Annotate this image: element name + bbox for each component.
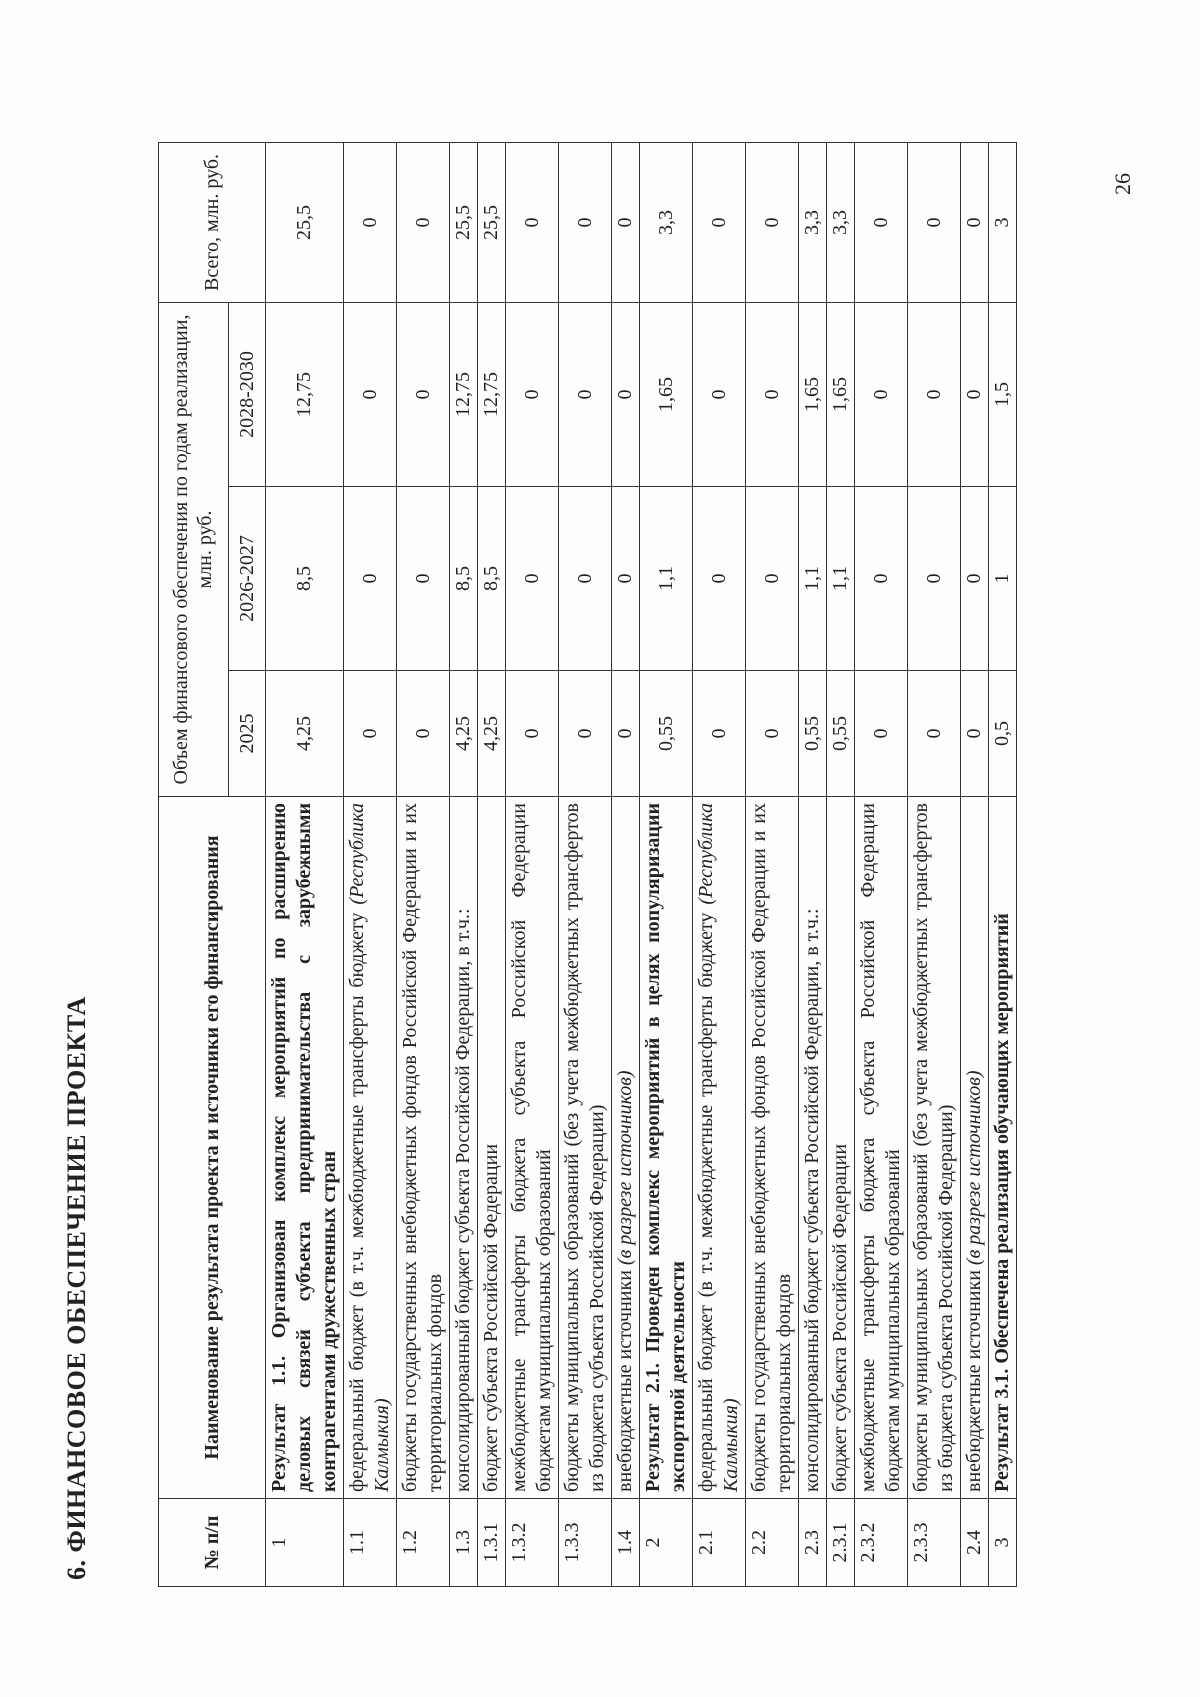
row-value-v2026: 0 <box>908 487 961 671</box>
table-row <box>855 142 908 1586</box>
row-name <box>397 797 450 1499</box>
row-name <box>266 797 344 1499</box>
row-value-v2026: 8,5 <box>450 487 478 671</box>
row-number: 2.3.2 <box>855 1499 908 1587</box>
row-value-total: 0 <box>612 142 640 302</box>
table-row <box>478 142 506 1586</box>
row-name-text: федеральный бюджет (в т.ч. межбюджетные трансферты бюджету <box>695 912 717 1492</box>
row-number: 2.1 <box>693 1499 746 1587</box>
row-number: 1.3.2 <box>506 1499 559 1587</box>
row-value-v2028: 0 <box>855 302 908 486</box>
row-value-v2026: 0 <box>612 487 640 671</box>
table-row <box>559 142 612 1586</box>
row-value-v2028: 1,65 <box>799 302 827 486</box>
row-value-total: 0 <box>559 142 612 302</box>
row-value-total: 3 <box>989 142 1017 302</box>
table-row <box>693 142 746 1586</box>
row-name-text: бюджеты муниципальных образований (без учета межбюджетных трансфертов из бюджета субъекта Российской Федерации) <box>910 803 957 1492</box>
row-value-total: 0 <box>344 142 397 302</box>
row-value-v2026: 0 <box>746 487 799 671</box>
header-year-2028-2030: 2028-2030 <box>228 302 265 486</box>
row-value-v2025: 4,25 <box>266 671 344 797</box>
table-row <box>344 142 397 1586</box>
row-value-v2025: 0,55 <box>640 671 693 797</box>
row-name <box>746 797 799 1499</box>
row-value-v2026: 0 <box>855 487 908 671</box>
row-value-total: 0 <box>693 142 746 302</box>
row-value-v2025: 0,55 <box>827 671 855 797</box>
row-number: 2.3 <box>799 1499 827 1587</box>
row-name-text: бюджеты муниципальных образований (без учета межбюджетных трансфертов из бюджета субъекта Российской Федерации) <box>561 803 608 1492</box>
header-volume: Объем финансового обеспечения по годам реализации, млн. руб. <box>159 302 229 796</box>
header-num: № п/п <box>159 1499 266 1587</box>
row-name-note: (в разрезе источников) <box>963 1070 985 1266</box>
table-body <box>266 142 1017 1586</box>
row-value-v2025: 4,25 <box>478 671 506 797</box>
row-value-v2028: 0 <box>693 302 746 486</box>
row-value-total: 25,5 <box>266 142 344 302</box>
table-row <box>640 142 693 1586</box>
table-row <box>450 142 478 1586</box>
row-name <box>961 797 989 1499</box>
row-number: 1.2 <box>397 1499 450 1587</box>
row-value-v2028: 12,75 <box>478 302 506 486</box>
row-name-text: консолидированный бюджет субъекта Российской Федерации, в т.ч.: <box>801 908 823 1492</box>
row-name-note: (Республика Калмыкия) <box>346 803 393 1492</box>
row-name-text: межбюджетные трансферты бюджета субъекта Российской Федерации бюджетам муниципальных образований <box>857 803 904 1492</box>
row-value-v2026: 8,5 <box>266 487 344 671</box>
page-number: 26 <box>1110 173 1135 195</box>
row-name <box>506 797 559 1499</box>
row-name-text: межбюджетные трансферты бюджета субъекта Российской Федерации бюджетам муниципальных образований <box>508 803 555 1492</box>
row-number: 1 <box>266 1499 344 1587</box>
table-row <box>612 142 640 1586</box>
row-value-v2028: 0 <box>746 302 799 486</box>
row-value-v2025: 0 <box>344 671 397 797</box>
row-name-text: консолидированный бюджет субъекта Российской Федерации, в т.ч.: <box>452 908 474 1492</box>
row-name <box>989 797 1017 1499</box>
row-value-v2028: 0 <box>344 302 397 486</box>
row-name-text: бюджеты государственных внебюджетных фондов Российской Федерации и их территориальных фондов <box>748 803 795 1492</box>
row-value-v2025: 0 <box>746 671 799 797</box>
financing-table <box>158 142 1017 1587</box>
section-heading: 6. ФИНАНСОВОЕ ОБЕСПЕЧЕНИЕ ПРОЕКТА <box>62 996 91 1580</box>
row-value-v2026: 0 <box>961 487 989 671</box>
row-name <box>344 797 397 1499</box>
row-number: 2.4 <box>961 1499 989 1587</box>
row-value-total: 0 <box>855 142 908 302</box>
row-value-v2025: 0,5 <box>989 671 1017 797</box>
row-name-note: (Республика Калмыкия) <box>695 803 742 1492</box>
table-row <box>506 142 559 1586</box>
row-name <box>908 797 961 1499</box>
row-value-v2026: 0 <box>559 487 612 671</box>
table-row <box>827 142 855 1586</box>
row-name-text: внебюджетные источники <box>614 1270 636 1492</box>
row-name <box>827 797 855 1499</box>
row-name <box>612 797 640 1499</box>
row-value-v2028: 0 <box>961 302 989 486</box>
row-value-v2026: 0 <box>397 487 450 671</box>
table-row <box>989 142 1017 1586</box>
row-value-v2025: 0 <box>693 671 746 797</box>
row-value-v2025: 0 <box>397 671 450 797</box>
row-number: 2 <box>640 1499 693 1587</box>
row-value-v2025: 0 <box>506 671 559 797</box>
row-value-v2025: 0 <box>855 671 908 797</box>
header-name: Наименование результата проекта и источники его финансирования <box>159 797 266 1499</box>
row-number: 1.3.1 <box>478 1499 506 1587</box>
row-number: 2.3.3 <box>908 1499 961 1587</box>
row-value-v2025: 0 <box>908 671 961 797</box>
row-name-text: Результат 3.1. Обеспечена реализация обучающих мероприятий <box>991 913 1013 1492</box>
row-name <box>640 797 693 1499</box>
row-name-text: внебюджетные источники <box>963 1270 985 1492</box>
row-number: 2.2 <box>746 1499 799 1587</box>
row-name-note: (в разрезе источников) <box>614 1070 636 1266</box>
row-value-total: 25,5 <box>478 142 506 302</box>
row-name <box>799 797 827 1499</box>
row-value-v2026: 1,1 <box>640 487 693 671</box>
row-value-total: 3,3 <box>640 142 693 302</box>
row-value-v2026: 0 <box>693 487 746 671</box>
row-value-v2025: 0 <box>612 671 640 797</box>
row-value-v2028: 12,75 <box>266 302 344 486</box>
row-value-total: 0 <box>506 142 559 302</box>
row-name-text: федеральный бюджет (в т.ч. межбюджетные трансферты бюджету <box>346 912 368 1492</box>
row-name <box>450 797 478 1499</box>
table-row <box>961 142 989 1586</box>
row-value-total: 0 <box>908 142 961 302</box>
row-value-v2028: 1,65 <box>827 302 855 486</box>
row-number: 3 <box>989 1499 1017 1587</box>
row-value-total: 0 <box>397 142 450 302</box>
row-value-total: 3,3 <box>799 142 827 302</box>
header-year-2025: 2025 <box>228 671 265 797</box>
row-value-v2028: 0 <box>908 302 961 486</box>
row-value-v2028: 0 <box>397 302 450 486</box>
table-row <box>397 142 450 1586</box>
row-number: 1.3.3 <box>559 1499 612 1587</box>
row-name <box>559 797 612 1499</box>
row-value-v2028: 12,75 <box>450 302 478 486</box>
row-value-v2026: 1,1 <box>799 487 827 671</box>
row-name <box>478 797 506 1499</box>
row-value-total: 3,3 <box>827 142 855 302</box>
row-value-v2028: 0 <box>559 302 612 486</box>
row-value-v2025: 4,25 <box>450 671 478 797</box>
header-total: Всего, млн. руб. <box>159 142 266 302</box>
row-value-v2026: 1,1 <box>827 487 855 671</box>
table-row <box>746 142 799 1586</box>
row-value-v2028: 1,65 <box>640 302 693 486</box>
row-value-v2028: 0 <box>506 302 559 486</box>
row-name-text: Результат 1.1. Организован комплекс мероприятий по расширению деловых связей субъекта предпринимательства с зарубежными контрагентами дружественных стран <box>268 803 340 1492</box>
header-year-2026-2027: 2026-2027 <box>228 487 265 671</box>
row-number: 1.4 <box>612 1499 640 1587</box>
table-header-row <box>159 142 229 1586</box>
row-value-v2026: 1 <box>989 487 1017 671</box>
row-number: 1.1 <box>344 1499 397 1587</box>
row-value-v2028: 0 <box>612 302 640 486</box>
row-name-text: бюджет субъекта Российской Федерации <box>480 1143 502 1492</box>
row-value-v2025: 0 <box>961 671 989 797</box>
row-value-v2028: 1,5 <box>989 302 1017 486</box>
row-name-text: бюджет субъекта Российской Федерации <box>829 1143 851 1492</box>
row-name <box>855 797 908 1499</box>
row-value-v2026: 0 <box>506 487 559 671</box>
row-name-text: Результат 2.1. Проведен комплекс мероприятий в целях популяризации экспортной деятельности <box>642 803 689 1492</box>
row-name-text: бюджеты государственных внебюджетных фондов Российской Федерации и их территориальных фондов <box>399 803 446 1492</box>
row-number: 2.3.1 <box>827 1499 855 1587</box>
row-value-v2025: 0,55 <box>799 671 827 797</box>
row-value-total: 0 <box>961 142 989 302</box>
row-name <box>693 797 746 1499</box>
table-row <box>908 142 961 1586</box>
row-value-v2026: 0 <box>344 487 397 671</box>
row-number: 1.3 <box>450 1499 478 1587</box>
table-row <box>266 142 344 1586</box>
row-value-v2025: 0 <box>559 671 612 797</box>
row-value-total: 0 <box>746 142 799 302</box>
table-row <box>799 142 827 1586</box>
row-value-v2026: 8,5 <box>478 487 506 671</box>
row-value-total: 25,5 <box>450 142 478 302</box>
